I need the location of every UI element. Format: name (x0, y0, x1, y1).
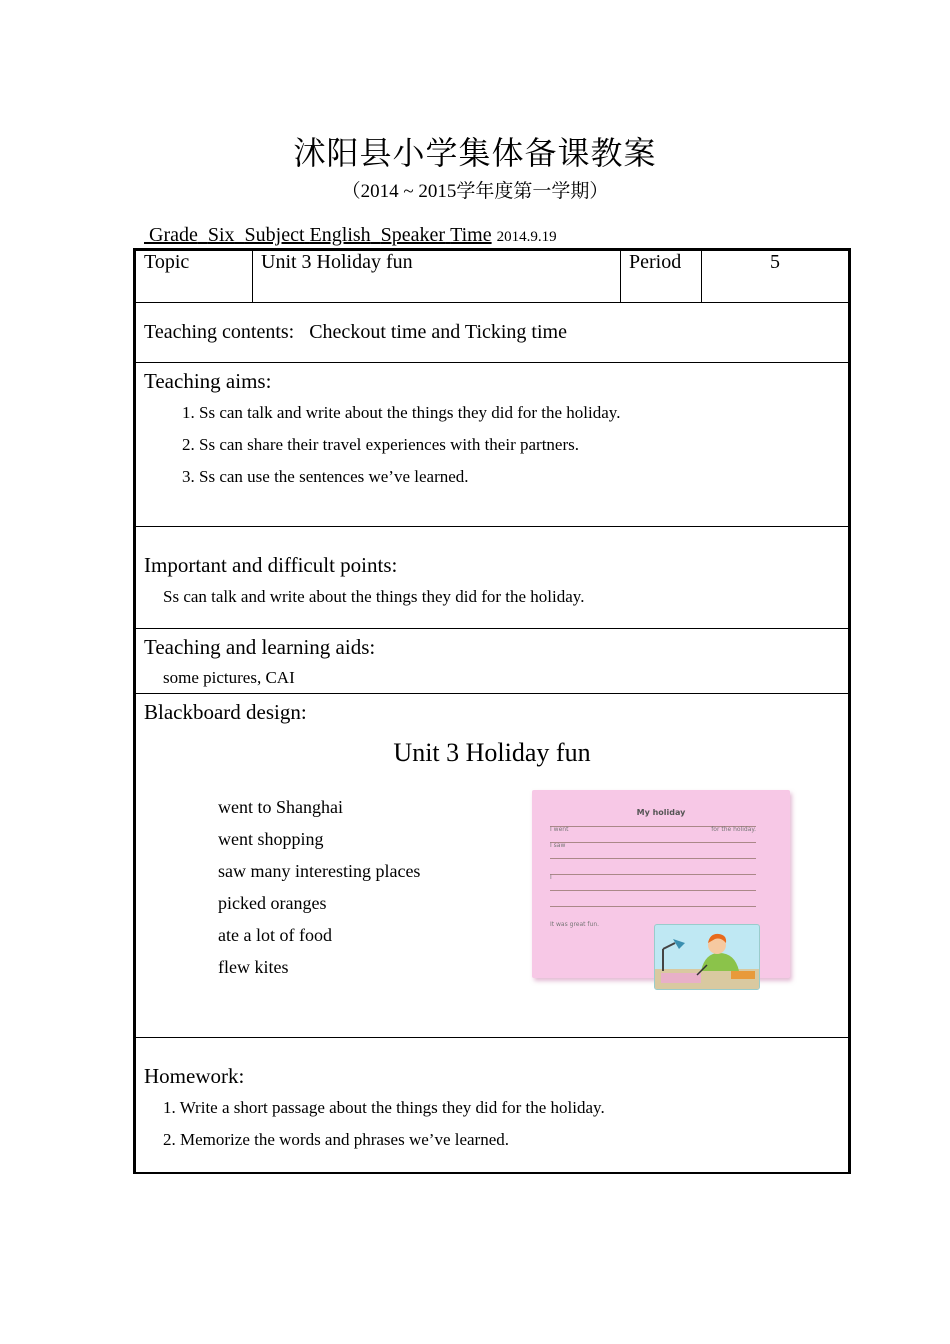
contents-label: Teaching contents: (144, 321, 295, 343)
blackboard-cell (135, 694, 850, 1038)
aids-cell (135, 629, 850, 694)
points-cell (135, 527, 850, 629)
worksheet-closing: It was great fun. (550, 921, 600, 928)
points-row (135, 527, 850, 629)
aims-cell (135, 363, 850, 527)
boy-writing-illustration (654, 924, 760, 990)
phrase-item: flew kites (218, 957, 289, 977)
homework-cell (135, 1038, 850, 1173)
time-label: Time (450, 224, 492, 246)
period-label: Period (621, 250, 702, 303)
worksheet-title: My holiday (636, 808, 686, 817)
worksheet-line1-start: I went (550, 826, 569, 833)
my-holiday-worksheet-image (532, 790, 790, 978)
lesson-info-line (144, 224, 557, 247)
boy-writing-icon (655, 925, 759, 989)
phrase-item: ate a lot of food (218, 925, 332, 945)
aims-row (135, 363, 850, 527)
worksheet-line1-end: for the holiday. (711, 826, 756, 833)
worksheet-line (550, 858, 756, 859)
aim-item: 3. Ss can use the sentences we’ve learned. (182, 467, 469, 486)
blackboard-title: Unit 3 Holiday fun (393, 738, 591, 767)
school-year-subtitle: （2014 ~ 2015学年度第一学期） (341, 181, 609, 202)
worksheet-line2-start: I saw (550, 842, 566, 849)
info-underlined (144, 224, 492, 246)
phrase-item: went to Shanghai (218, 797, 343, 817)
topic-label: Topic (135, 250, 253, 303)
aims-label: Teaching aims: (144, 369, 272, 393)
topic-value: Unit 3 Holiday fun (253, 250, 621, 303)
aim-item: 1. Ss can talk and write about the things they did for the holiday. (182, 403, 621, 422)
phrase-item: went shopping (218, 829, 324, 849)
grade-label: Grade (149, 224, 198, 246)
points-value: Ss can talk and write about the things they did for the holiday. (163, 587, 585, 606)
time-value: 2014.9.19 (496, 229, 557, 245)
homework-label: Homework: (144, 1064, 245, 1088)
blackboard-content (144, 768, 840, 1033)
aids-row (135, 629, 850, 694)
phrase-item: saw many interesting places (218, 861, 421, 881)
homework-item: 2. Memorize the words and phrases we’ve learned. (163, 1130, 510, 1149)
blackboard-row (135, 694, 850, 1038)
subject-label: Subject (244, 224, 305, 246)
aids-value: some pictures, CAI (163, 668, 295, 687)
phrase-item: picked oranges (218, 893, 327, 913)
homework-row (135, 1038, 850, 1173)
contents-cell (135, 303, 850, 363)
blackboard-label: Blackboard design: (144, 700, 307, 724)
worksheet-line (550, 890, 756, 891)
topic-row (135, 250, 850, 303)
worksheet-line3-start: I (550, 874, 552, 881)
worksheet-line (550, 874, 756, 881)
page-title: 沭阳县小学集体备课教案 (293, 134, 657, 172)
blackboard-phrase-list (218, 791, 420, 983)
period-value: 5 (702, 250, 850, 303)
worksheet-line (550, 826, 756, 833)
worksheet-line (550, 842, 756, 849)
subject-value: English (309, 224, 371, 246)
grade-value: Six (207, 224, 235, 246)
contents-row (135, 303, 850, 363)
aims-list (144, 397, 840, 493)
contents-value: Checkout time and Ticking time (309, 321, 567, 343)
homework-item: 1. Write a short passage about the things they did for the holiday. (163, 1098, 605, 1117)
aids-label: Teaching and learning aids: (144, 635, 376, 659)
worksheet-line (550, 906, 756, 907)
lesson-plan-table (133, 248, 851, 1174)
homework-list (144, 1092, 840, 1156)
points-label: Important and difficult points: (144, 553, 398, 577)
speaker-label: Speaker (380, 224, 446, 246)
aim-item: 2. Ss can share their travel experiences with their partners. (182, 435, 579, 454)
